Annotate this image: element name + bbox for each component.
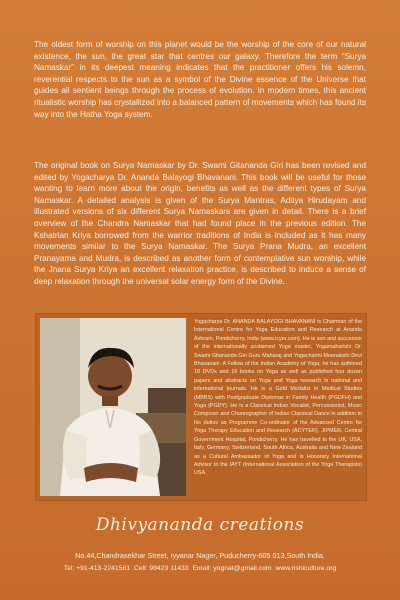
publisher-logo: Dhivyananda creations: [95, 515, 305, 535]
book-description-paragraph: The original book on Surya Namaskar by Dr. Swami Gitananda Giri has been revised and edited by Yogacharya Dr. Ananda Balayogi Bhavanani. This book will be useful for those wanting to learn more about the origin, benefits as well as the different types of Surya Namaskar. A detailed analysis is given of the Surya Mantras, Aditya Hirudayam and illustrated versions of six different Surya Namaskars are given in detail. There is a brief overview of the Chandra Namaskar that had found place in the previous edition. The Kshatrian Kriya borrowed from the warrior traditions of India is included as it has many movements similar to the Surya Namaskar. The Surya Prana Mudra, an excellent Pranayama and Mudra, is described as another form of contemplative sun worship, while the Jnana Surya Kriya an excellent relaxation practice, is described to induce a sense of deep relaxation through the universal solar energy form of the Divine.: [34, 161, 366, 286]
telephone: Tel: +91-413-2241561: [63, 565, 131, 572]
author-portrait-illustration: [40, 318, 186, 496]
author-bio: Yogacharya Dr. ANANDA BALAYOGI BHAVANANI is Chairman of the International Centre for Yoga Education and Research at Ananda Ashram, Pondicherry, India (www.icyer.com). He is son and successor of the internationally acclaimed Yoga master, Yogamaharishi Dr. Swami Gitananda Giri Guru Maharaj and Yogacharini Meenakshi Devi Bhavanani. A Fellow of the Indian Academy of Yoga, he has authored 18 DVDs and 16 books on Yoga as well as published four dozen papers and abstracts on Yoga and Yoga research in national and international journals. He is a Gold Medalist in Medical Studies (MBBS) with Postgraduate Diplomas in Family Health (PGDFH) and Yoga (PGDY). He is a Classical Indian Vocalist, Percussionist, Music Composer and Choreographer of Indian Classical Dance in addition to his duties as Programme Co-ordinator of the Advanced Centre for Yoga Therapy Education and Research (ACYTER), JIPMER, Central Government Hospital, Pondicherry. He has travelled to the UK, USA, Italy, Germany, Switzerland, South Africa, Australia and New Zealand as a Cultural Ambassador of Yoga and is Honorary International Advisor to the IAYT (International Association of the Yoga Therapists) USA.: [194, 319, 362, 477]
cell-phone: Cell: 98423 11433: [133, 565, 189, 572]
publisher-contact: [0, 565, 400, 572]
publisher-address: No.44,Chandrasekhar Street, Iyyanar Nager, Puducherry-605 013,South India.: [75, 551, 325, 560]
email-address: Email: yognat@gmail.com: [192, 565, 272, 572]
author-photo: [40, 318, 186, 496]
website-link[interactable]: www.rishiculture.org: [275, 565, 337, 572]
intro-paragraph: The oldest form of worship on this planet would be the worship of the core of our natural existence, the sun, the great star that centres our galaxy. Therefore the term “Surya Namaskar” in its deepest meaning indicates that the practitioner offers his solemn, reverential respects to the sun as a symbol of the Divine essence of the Universe that guides all sentient beings through the process of evolution. In modern times, this ancient ritualistic worship has crystallized into a balanced pattern of movements which has found its way into the Hatha Yoga system.: [34, 40, 366, 119]
author-section: [35, 313, 367, 501]
